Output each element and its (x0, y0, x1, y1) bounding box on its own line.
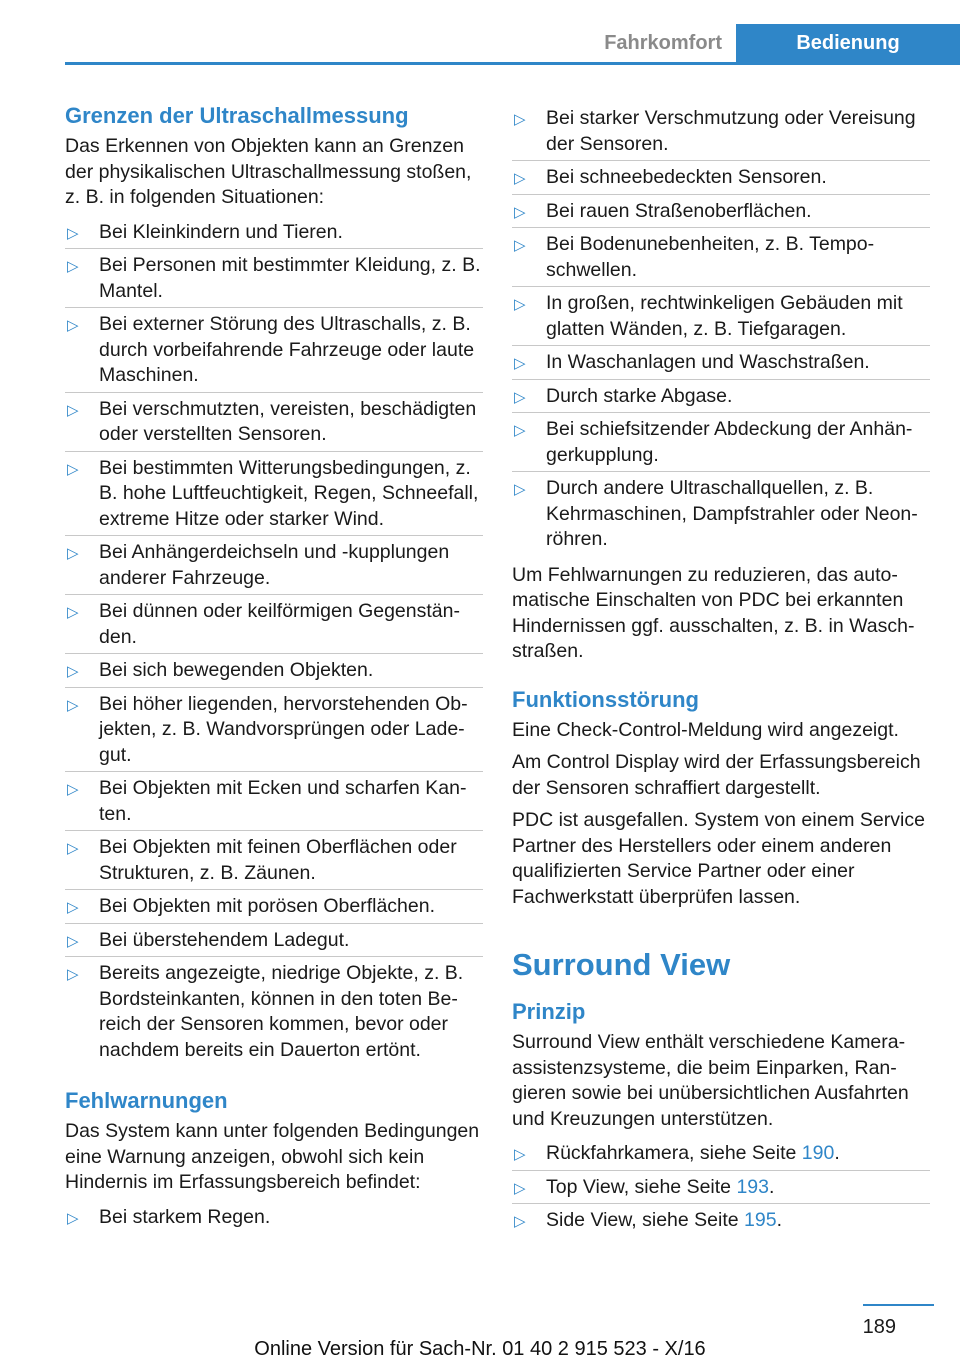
triangle-marker-icon: ▷ (67, 696, 79, 714)
list-item: ▷ Bei höher liegenden, hervorstehenden Objekten, z. B. Wandvorsprüngen oder Ladegut. (65, 687, 483, 772)
malfunction-text-3: PDC ist ausgefallen. System von einem Service Partner des Herstellers oder einem anderen qualifizierten Service Partner oder einer Fachwerkstatt überprüfen lassen. (512, 809, 925, 908)
triangle-marker-icon: ▷ (514, 388, 526, 406)
list-item: ▷ Bei sich bewegenden Objekten. (65, 653, 483, 687)
triangle-marker-icon: ▷ (67, 966, 79, 983)
triangle-marker-icon: ▷ (67, 781, 79, 798)
list-item: ▷ Bei dünnen oder keilförmigen Gegenständen. (65, 594, 483, 653)
list-item: ▷ In Waschanlagen und Waschstraßen. (512, 345, 930, 379)
section-title-fehlwarnungen: Fehlwarnungen (65, 1088, 228, 1113)
list-item: ▷ Side View, siehe Seite 195. (512, 1203, 930, 1237)
list-item: ▷ Bei Personen mit bestimmter Kleidung, z. B. Mantel. (65, 248, 483, 307)
list-item: ▷ Bei Kleinkindern und Tieren. (65, 216, 483, 249)
triangle-marker-icon: ▷ (514, 1179, 526, 1197)
triangle-marker-icon: ▷ (67, 545, 79, 562)
list-item: ▷ Bereits angezeigte, niedrige Objekte, z. B. Bordsteinkanten, können in den toten Bereich der Sensoren kommen, bevor oder nachdem bereits ein Dauerton ertönt. (65, 956, 483, 1066)
list-item: ▷ Bei verschmutzten, vereisten, beschädigten oder verstellten Sensoren. (65, 392, 483, 451)
header-tab-fahrkomfort[interactable]: Fahrkomfort (604, 32, 722, 54)
triangle-marker-icon: ▷ (514, 1213, 526, 1230)
triangle-marker-icon: ▷ (514, 296, 526, 313)
page-number: 189 (862, 1316, 896, 1338)
list-fehlwarnungen-continued (512, 102, 930, 556)
list-grenzen (65, 216, 483, 1067)
section-title-grenzen: Grenzen der Ultraschallmessung (65, 103, 409, 128)
triangle-marker-icon: ▷ (67, 224, 79, 242)
list-item: ▷ Bei überstehendem Ladegut. (65, 923, 483, 957)
triangle-marker-icon: ▷ (514, 1146, 526, 1163)
section-intro-grenzen: Das Erkennen von Objekten kann an Grenzen der physikalischen Ultraschallmessung stoßen, z. B. in folgenden Situationen: (65, 135, 472, 208)
chapter-title-surround-view: Surround View (512, 947, 731, 982)
list-item: ▷ Bei schiefsitzender Abdeckung der Anhängerkupplung. (512, 412, 930, 471)
list-item: ▷ Durch starke Abgase. (512, 379, 930, 413)
section-intro-fehlwarnungen: Das System kann unter folgenden Bedingungen eine Warnung anzeigen, obwohl sich kein Hindernis im Erfassungsbereich befindet: (65, 1120, 480, 1193)
triangle-marker-icon: ▷ (67, 460, 79, 478)
triangle-marker-icon: ▷ (67, 663, 79, 680)
triangle-marker-icon: ▷ (514, 237, 526, 254)
list-item: ▷ Bei starker Verschmutzung oder Vereisung der Sensoren. (514, 107, 916, 155)
reduce-warnings-text: Um Fehlwarnungen zu reduzieren, das automatische Einschalten von PDC bei erkannten Hindernissen ggf. ausschalten, z. B. in Waschstraßen. (512, 563, 915, 662)
malfunction-text-2: Am Control Display wird der Erfassungsbereich der Sensoren schraffiert dargestellt. (512, 751, 921, 799)
triangle-marker-icon: ▷ (514, 111, 526, 128)
list-item: ▷ Rückfahrkamera, siehe Seite 190. (512, 1137, 930, 1170)
triangle-marker-icon: ▷ (67, 899, 79, 916)
triangle-marker-icon: ▷ (514, 203, 526, 221)
online-version-note: Online Version für Sach-Nr. 01 40 2 915 523 - X/16 (254, 1338, 706, 1360)
triangle-marker-icon: ▷ (514, 481, 526, 498)
triangle-marker-icon: ▷ (67, 1209, 79, 1227)
left-column (65, 102, 483, 1233)
page-link-195[interactable]: 195 (744, 1209, 777, 1231)
list-item: ▷ In großen, rechtwinkeligen Gebäuden mit glatten Wänden, z. B. Tiefgaragen. (512, 286, 930, 345)
triangle-marker-icon: ▷ (67, 401, 79, 419)
list-surround-links (512, 1137, 930, 1237)
list-fehlwarnungen (65, 1201, 483, 1234)
triangle-marker-icon: ▷ (514, 355, 526, 372)
header-tab-bedienung[interactable]: Bedienung (736, 24, 960, 62)
triangle-marker-icon: ▷ (514, 170, 526, 187)
page-link-193[interactable]: 193 (736, 1175, 769, 1198)
triangle-marker-icon: ▷ (67, 258, 79, 275)
triangle-marker-icon: ▷ (514, 422, 526, 439)
list-item: ▷ Bei Anhängerdeichseln und -kupplungen anderer Fahrzeuge. (65, 535, 483, 594)
list-item: ▷ Bei Objekten mit Ecken und scharfen Kanten. (65, 771, 483, 830)
malfunction-text-1: Eine Check-Control-Meldung wird angezeigt. (512, 718, 899, 741)
triangle-marker-icon: ▷ (67, 317, 79, 334)
principle-text: Surround View enthält verschiedene Kameraassistenzsysteme, die beim Einparken, Rangieren sowie bei unübersichtlichen Ausfahrten und Kreuzungen unterstützen. (512, 1031, 909, 1130)
list-item: ▷ Bei externer Störung des Ultraschalls, z. B. durch vorbeifahrende Fahrzeuge oder laute Maschinen. (65, 307, 483, 392)
list-item: ▷ Bei starkem Regen. (65, 1201, 483, 1234)
page-link-190[interactable]: 190 (801, 1142, 835, 1164)
triangle-marker-icon: ▷ (67, 932, 79, 950)
list-item: ▷ Bei Objekten mit porösen Oberflächen. (65, 889, 483, 923)
list-item: ▷ Bei schneebedeckten Sensoren. (512, 160, 930, 194)
right-column (512, 102, 930, 1237)
page-header (65, 24, 960, 65)
list-item: ▷ Bei Bodenunebenheiten, z. B. Temposchwellen. (512, 227, 930, 286)
section-title-funktionsstoerung: Funktionsstörung (512, 686, 699, 712)
triangle-marker-icon: ▷ (67, 840, 79, 857)
triangle-marker-icon: ▷ (67, 604, 79, 621)
list-item: ▷ Bei Objekten mit feinen Oberflächen oder Strukturen, z. B. Zäunen. (65, 830, 483, 889)
section-title-prinzip: Prinzip (512, 999, 586, 1024)
list-item: ▷ Bei rauen Straßenoberflächen. (512, 194, 930, 228)
list-item: ▷ Bei bestimmten Witterungsbedingungen, z. B. hohe Luftfeuchtigkeit, Regen, Schneefall, extreme Hitze oder starker Wind. (65, 451, 483, 536)
list-item: ▷ Durch andere Ultraschallquellen, z. B. Kehrmaschinen, Dampfstrahler oder Neonröhren. (512, 471, 930, 556)
list-item: ▷ Top View, siehe Seite 193. (512, 1170, 930, 1204)
footer-rule (863, 1304, 934, 1306)
